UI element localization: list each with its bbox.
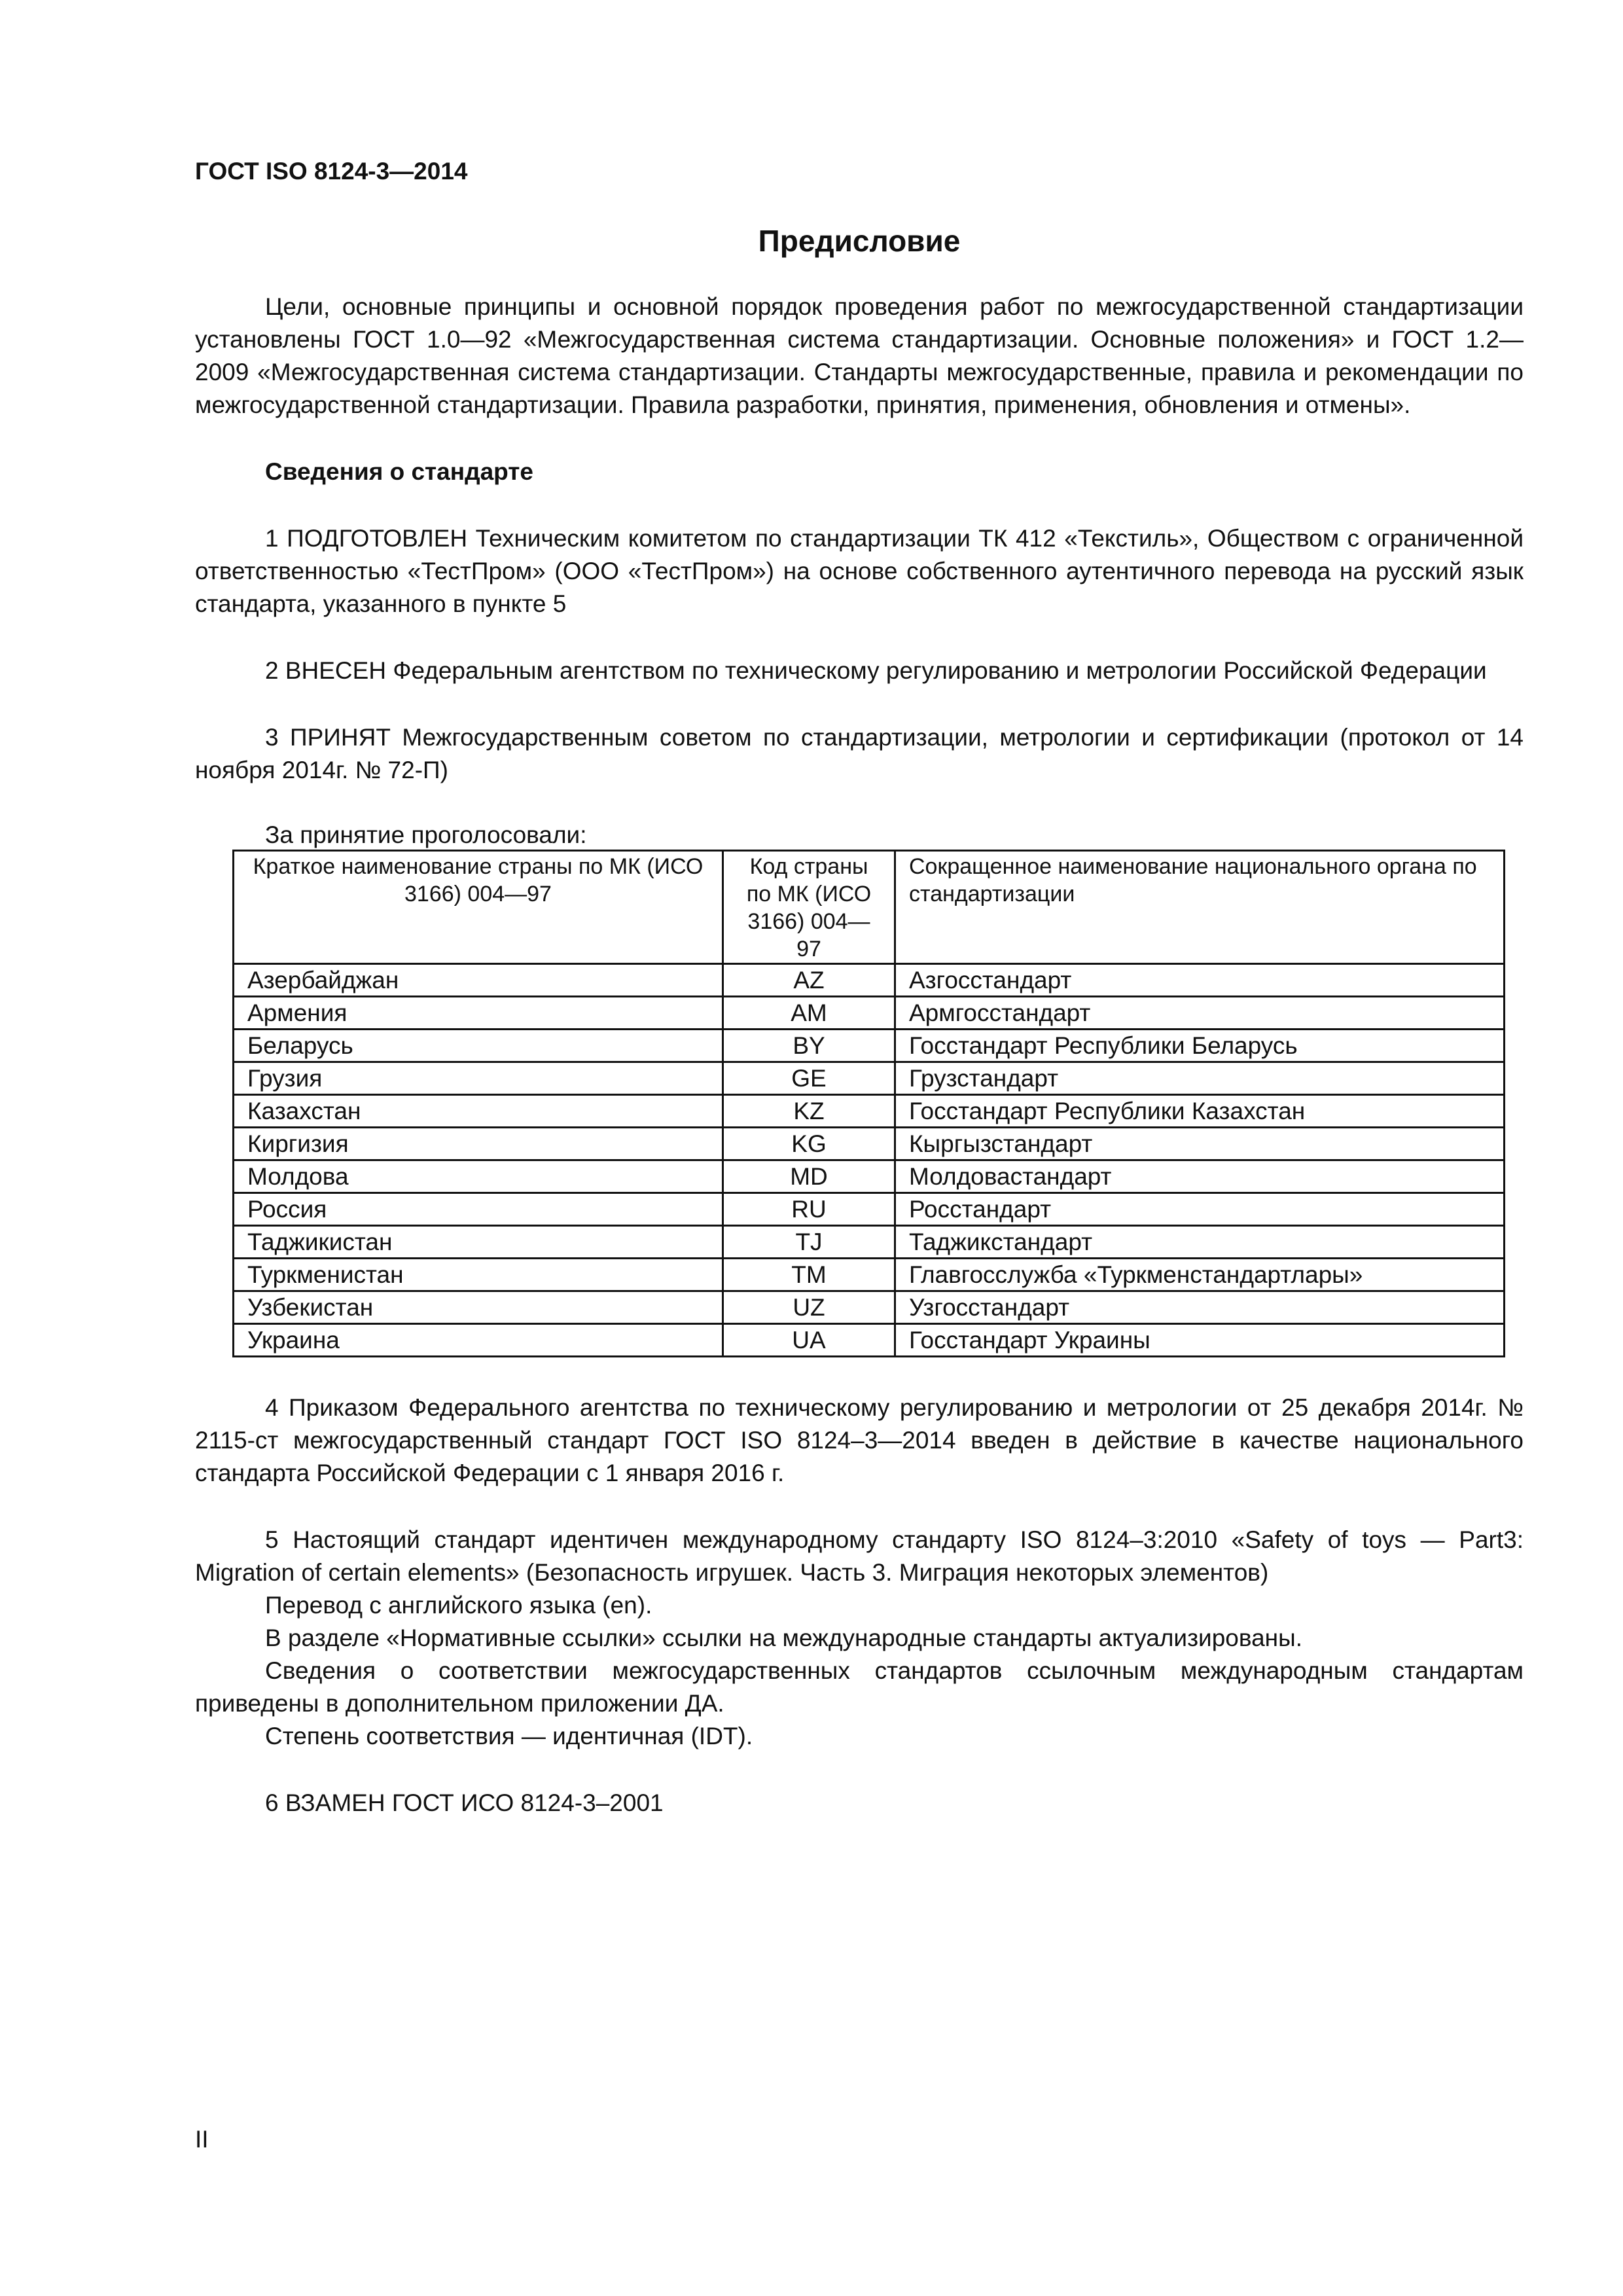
item-5-translation: Перевод с английского языка (en).	[265, 1592, 652, 1619]
table-row	[234, 1128, 1505, 1160]
cell-country-name: Азербайджан	[234, 964, 723, 997]
table-row	[234, 964, 1505, 997]
header-country-code: Код страны по МК (ИСО 3166) 004—97	[723, 851, 895, 964]
cell-country-name: Молдова	[234, 1160, 723, 1193]
table-row	[234, 1160, 1505, 1193]
item-2-introduced: 2 ВНЕСЕН Федеральным агентством по техническому регулированию и метрологии Российской Федерации	[265, 657, 1487, 684]
cell-standards-body: Госстандарт Украины	[895, 1324, 1505, 1357]
item-5-correspondence: Сведения о соответствии межгосударственных стандартов ссылочным международным стандартам приведены в дополнительном приложении ДА.	[195, 1657, 1524, 1717]
cell-standards-body: Кыргызстандарт	[895, 1128, 1505, 1160]
table-row	[234, 1193, 1505, 1226]
table-row	[234, 1062, 1505, 1095]
cell-country-name: Беларусь	[234, 1030, 723, 1062]
cell-country-name: Армения	[234, 997, 723, 1030]
cell-country-code: AM	[723, 997, 895, 1030]
item-4-order: 4 Приказом Федерального агентства по техническому регулированию и метрологии от 25 декабря 2014г. № 2115-ст межгосударственный стандарт ГОСТ ISO 8124–3—2014 введен в действие в качестве национального стандарта Российской Федерации с 1 января 2016 г.	[195, 1394, 1524, 1486]
cell-standards-body: Госстандарт Республики Казахстан	[895, 1095, 1505, 1128]
cell-country-code: TJ	[723, 1226, 895, 1259]
cell-country-code: RU	[723, 1193, 895, 1226]
table-row	[234, 997, 1505, 1030]
item-6-replaces: 6 ВЗАМЕН ГОСТ ИСО 8124-3–2001	[265, 1789, 664, 1816]
cell-standards-body: Главгосслужба «Туркменстандартлары»	[895, 1259, 1505, 1291]
item-1-prepared: 1 ПОДГОТОВЛЕН Техническим комитетом по стандартизации ТК 412 «Текстиль», Обществом с ограниченной ответственностью «ТестПром» (ООО «ТестПром») на основе собственного аутентичного перевода на русский язык стандарта, указанного в пункте 5	[195, 525, 1524, 617]
table-row	[234, 1095, 1505, 1128]
item-3-adopted: 3 ПРИНЯТ Межгосударственным советом по стандартизации, метрологии и сертификации (протокол от 14 ноября 2014г. № 72-П)	[195, 724, 1524, 783]
vote-label: За принятие проголосовали:	[265, 821, 587, 848]
cell-standards-body: Молдовастандарт	[895, 1160, 1505, 1193]
table-header-row	[234, 851, 1505, 964]
cell-standards-body: Азгосстандарт	[895, 964, 1505, 997]
cell-country-code: UA	[723, 1324, 895, 1357]
section-heading: Сведения о стандарте	[265, 458, 533, 485]
cell-standards-body: Узгосстандарт	[895, 1291, 1505, 1324]
cell-country-name: Таджикистан	[234, 1226, 723, 1259]
document-page	[195, 156, 1524, 1820]
table-row	[234, 1324, 1505, 1357]
table-body	[234, 964, 1505, 1357]
header-country-name: Краткое наименование страны по МК (ИСО 3166) 004—97	[234, 851, 723, 964]
cell-country-code: BY	[723, 1030, 895, 1062]
intro-paragraph: Цели, основные принципы и основной порядок проведения работ по межгосударственной стандартизации установлены ГОСТ 1.0—92 «Межгосударственная система стандартизации. Основные положения» и ГОСТ 1.2—2009 «Межгосударственная система стандартизации. Стандарты межгосударственные, правила и рекомендации по межгосударственной стандартизации. Правила разработки, принятия, применения, обновления и отмены».	[195, 293, 1524, 418]
cell-standards-body: Росстандарт	[895, 1193, 1505, 1226]
table-row	[234, 1259, 1505, 1291]
document-code: ГОСТ ISO 8124-3—2014	[195, 158, 468, 185]
item-5-degree: Степень соответствия — идентичная (IDT).	[265, 1723, 753, 1749]
cell-country-name: Россия	[234, 1193, 723, 1226]
cell-standards-body: Грузстандарт	[895, 1062, 1505, 1095]
item-5-identical: 5 Настоящий стандарт идентичен международному стандарту ISO 8124–3:2010 «Safety of toys — Part3: Migration of certain elements» (Безопасность игрушек. Часть 3. Миграция некоторых элементов)	[195, 1526, 1524, 1586]
table-row	[234, 1030, 1505, 1062]
cell-country-code: KG	[723, 1128, 895, 1160]
cell-standards-body: Таджикстандарт	[895, 1226, 1505, 1259]
cell-country-name: Грузия	[234, 1062, 723, 1095]
vote-table	[232, 850, 1505, 1357]
header-standards-body: Сокращенное наименование национального органа по стандартизации	[895, 851, 1505, 964]
table-row	[234, 1291, 1505, 1324]
cell-country-name: Туркменистан	[234, 1259, 723, 1291]
cell-country-code: AZ	[723, 964, 895, 997]
cell-country-name: Украина	[234, 1324, 723, 1357]
cell-country-code: MD	[723, 1160, 895, 1193]
page-title: Предисловие	[758, 224, 961, 258]
cell-country-name: Казахстан	[234, 1095, 723, 1128]
cell-country-code: UZ	[723, 1291, 895, 1324]
cell-country-code: KZ	[723, 1095, 895, 1128]
item-5-references: В разделе «Нормативные ссылки» ссылки на международные стандарты актуализированы.	[265, 1624, 1302, 1651]
page-number: II	[195, 2126, 209, 2153]
cell-standards-body: Армгосстандарт	[895, 997, 1505, 1030]
table-row	[234, 1226, 1505, 1259]
cell-country-name: Узбекистан	[234, 1291, 723, 1324]
cell-country-code: TM	[723, 1259, 895, 1291]
cell-country-name: Киргизия	[234, 1128, 723, 1160]
cell-standards-body: Госстандарт Республики Беларусь	[895, 1030, 1505, 1062]
cell-country-code: GE	[723, 1062, 895, 1095]
